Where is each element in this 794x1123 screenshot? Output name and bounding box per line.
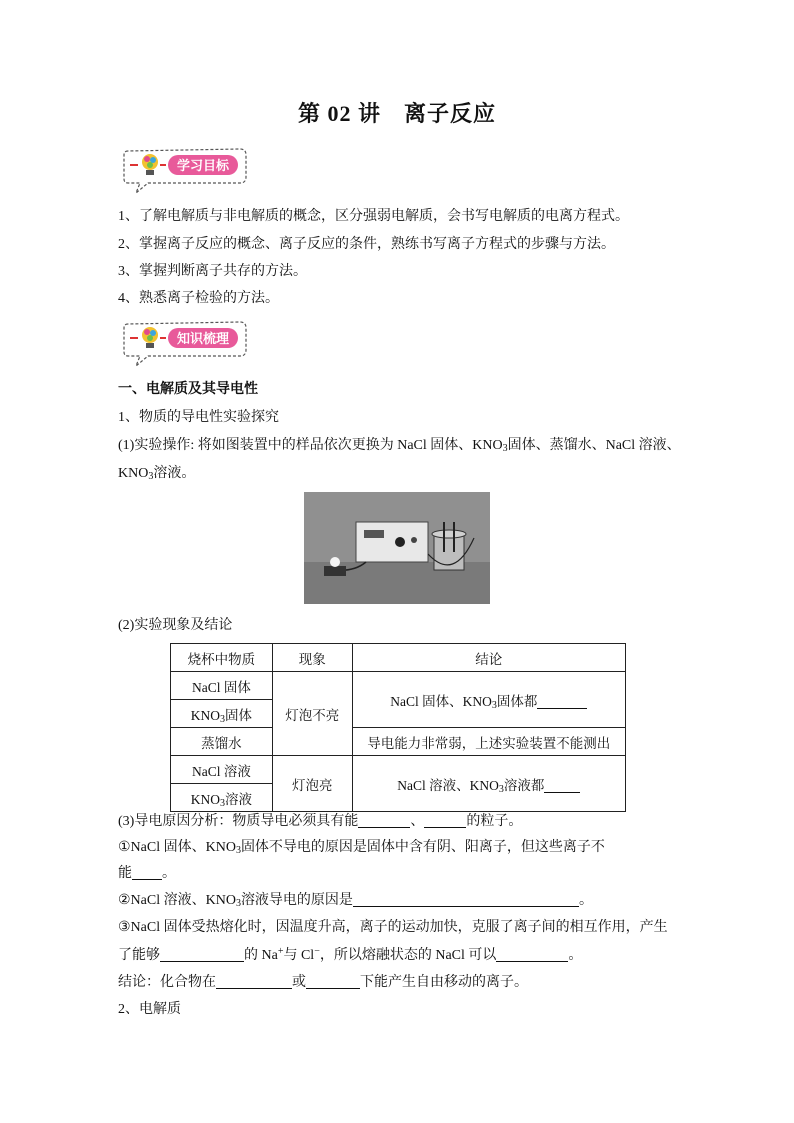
subsection-1: 1、物质的导电性实验探究 bbox=[118, 410, 279, 425]
table-row bbox=[171, 728, 626, 756]
cell-conclusion-solid: NaCl 固体、$KNO_3$固体都 bbox=[352, 672, 625, 728]
badge2-label: 知识梳理 bbox=[176, 332, 230, 347]
point-3-line-2: 了能够 的 Na+与 Cl−，所以熔融状态的 NaCl 可以 。 bbox=[118, 946, 583, 963]
cell-conclusion-solution: NaCl 溶液、$KNO_3$溶液都 bbox=[352, 756, 625, 812]
subsection-2: 2、电解质 bbox=[118, 1002, 181, 1017]
table-row bbox=[171, 672, 626, 700]
cell-bulb-on: 灯泡亮 bbox=[272, 756, 352, 812]
lightbulb-badge-icon bbox=[120, 145, 250, 195]
header-phenomenon: 现象 bbox=[272, 644, 352, 672]
cell-distilled-water: 蒸馏水 bbox=[171, 728, 273, 756]
blank-field[interactable] bbox=[358, 813, 410, 828]
cell-conclusion-water: 导电能力非常弱，上述实验装置不能测出 bbox=[352, 728, 625, 756]
objective-4: 4、熟悉离子检验的方法。 bbox=[118, 291, 279, 306]
header-conclusion: 结论 bbox=[352, 644, 625, 672]
table-row bbox=[171, 756, 626, 784]
cell-bulb-off: 灯泡不亮 bbox=[272, 672, 352, 756]
point-1-line-2: 能 。 bbox=[118, 866, 176, 881]
blank-field[interactable] bbox=[424, 813, 466, 828]
conclusion-line: 结论：化合物在 或 下能产生自由移动的离子。 bbox=[118, 975, 528, 990]
cell-nacl-solid: NaCl 固体 bbox=[171, 672, 273, 700]
blank-field[interactable] bbox=[496, 947, 568, 962]
cell-nacl-solution: NaCl 溶液 bbox=[171, 756, 273, 784]
knowledge-review-badge bbox=[120, 318, 250, 364]
blank-field[interactable] bbox=[306, 974, 360, 989]
point-1-line-1: ①NaCl 固体、$KNO_3$固体不导电的原因是固体中含有阴、阳离子，但这些离子不 bbox=[118, 840, 605, 856]
header-substance: 烧杯中物质 bbox=[171, 644, 273, 672]
experiment-apparatus-photo bbox=[304, 492, 490, 604]
operation-line-2: $KNO_3$溶液。 bbox=[118, 466, 196, 482]
result-label: (2)实验现象及结论 bbox=[118, 618, 233, 633]
experiment-table bbox=[170, 643, 626, 812]
cell-kno3-solution: $KNO_3$溶液 bbox=[171, 784, 273, 812]
badge1-label: 学习目标 bbox=[176, 159, 230, 174]
blank-field[interactable] bbox=[132, 865, 162, 880]
blank-field[interactable] bbox=[353, 892, 579, 907]
point-2: ②NaCl 溶液、$KNO_3$溶液导电的原因是 。 bbox=[118, 893, 593, 909]
section-heading: 一、电解质及其导电性 bbox=[118, 382, 258, 397]
page-title: 第 02 讲 离子反应 bbox=[297, 101, 496, 126]
objective-3: 3、掌握判断离子共存的方法。 bbox=[118, 264, 307, 279]
table-header-row bbox=[171, 644, 626, 672]
cell-kno3-solid: $KNO_3$固体 bbox=[171, 700, 273, 728]
point-3-line-1: ③NaCl 固体受热熔化时，因温度升高，离子的运动加快，克服了离子间的相互作用，产生 bbox=[118, 920, 668, 935]
cause-analysis: (3)导电原因分析：物质导电必须具有能 、 的粒子。 bbox=[118, 814, 523, 829]
blank-field[interactable] bbox=[160, 947, 244, 962]
blank-field[interactable] bbox=[216, 974, 292, 989]
objective-2: 2、掌握离子反应的概念、离子反应的条件，熟练书写离子方程式的步骤与方法。 bbox=[118, 237, 615, 252]
lightbulb-badge-icon bbox=[120, 318, 250, 368]
learning-goals-badge bbox=[120, 145, 250, 191]
objective-1: 1、了解电解质与非电解质的概念，区分强弱电解质，会书写电解质的电离方程式。 bbox=[118, 209, 629, 224]
operation-line-1: (1)实验操作: 将如图装置中的样品依次更换为 NaCl 固体、$KNO_3$固体、蒸馏水、NaCl 溶液、 bbox=[118, 438, 681, 454]
